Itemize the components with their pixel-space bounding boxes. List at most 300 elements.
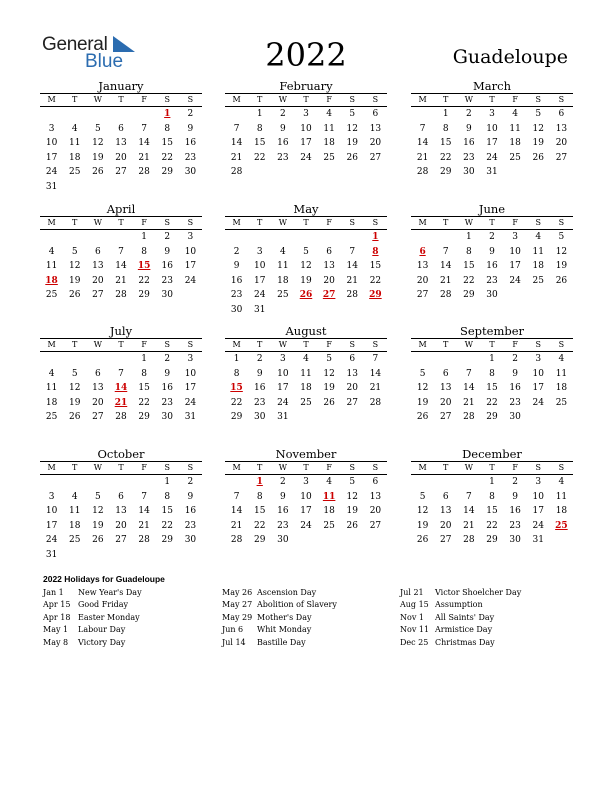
day-cell: 1 [465,232,472,242]
day-cell: 16 [277,138,289,148]
day-cell: 5 [558,232,565,242]
day-cell: 22 [230,397,243,408]
day-cell: 5 [326,354,332,364]
day-cell: 31 [277,412,289,422]
day-cell: 4 [303,354,309,364]
brand-general-text: General [42,34,108,55]
day-cell: 5 [349,477,356,487]
day-cell: 9 [512,368,518,379]
day-cell: 21 [369,383,382,393]
day-cell: 29 [486,412,498,422]
day-cell: 19 [92,152,104,163]
weekday-label: T [303,218,309,227]
day-cell: 16 [463,138,475,148]
day-cell: 17 [532,506,544,516]
weekday-label: W [93,463,102,472]
empty-cell [411,107,434,122]
calendar-year: 2022 [265,36,347,74]
day-cell: 26 [68,412,81,422]
day-cell: 20 [92,397,104,408]
holiday-entry [400,599,521,611]
empty-cell [86,475,109,490]
weekday-label: T [72,463,78,472]
day-cell: 17 [45,520,58,531]
holiday-name: Victor Shoelcher Day [435,588,522,597]
day-cell: 11 [532,246,544,257]
day-cell: 27 [92,290,104,300]
empty-cell [86,230,109,245]
day-cell: 18 [300,383,312,393]
day-cell: 30 [184,535,197,545]
day-cell: 7 [118,368,124,379]
day-cell: 2 [164,354,171,364]
day-cell: 9 [256,368,263,379]
day-cell: 6 [442,491,449,502]
weekday-header [225,338,387,352]
day-cell: 15 [463,261,475,271]
holiday-date: Apr 15 [43,600,71,610]
day-cell: 16 [161,383,173,393]
day-cell: 25 [68,535,81,545]
day-cell: 1 [141,354,147,364]
day-cell: 24 [253,290,266,300]
month-may [225,202,387,317]
day-cell: 19 [532,138,544,148]
day-cell: 1 [141,232,147,242]
day-cell: 21 [346,275,358,286]
day-cell: 13 [92,383,104,393]
day-cell: 16 [253,383,266,393]
weekday-label: S [372,463,379,472]
holiday-day-cell: 29 [369,290,382,300]
day-cell: 21 [463,397,475,408]
day-cell: 14 [463,383,475,393]
day-cell: 22 [439,152,452,163]
day-cell: 23 [161,275,173,286]
weekday-label: S [349,218,356,227]
day-cell: 14 [138,506,150,516]
empty-cell [86,107,109,122]
month-title: December [462,447,522,461]
weekday-label: W [93,95,102,104]
day-cell: 11 [45,261,58,271]
empty-cell [341,230,364,245]
weekday-label: M [418,463,427,472]
day-cell: 28 [416,167,429,177]
weekday-label: W [278,340,287,349]
weekday-label: T [303,463,309,472]
weekday-label: F [326,218,332,227]
weekday-label: S [164,218,171,227]
holiday-name: Bastille Day [257,637,306,647]
day-cell: 31 [184,412,197,422]
day-cell: 22 [253,152,266,163]
weekday-label: S [349,463,356,472]
day-cell: 22 [486,397,498,408]
day-cell: 18 [555,383,568,393]
day-cell: 8 [141,368,147,379]
weekday-label: S [187,218,194,227]
day-cell: 14 [439,261,452,271]
holiday-name: Assumption [435,600,483,610]
day-grid [40,107,202,194]
day-cell: 7 [141,491,147,502]
day-cell: 6 [442,368,449,379]
day-cell: 24 [532,397,544,408]
day-cell: 16 [184,138,197,148]
day-cell: 12 [323,368,335,379]
day-cell: 8 [164,491,171,502]
empty-cell [133,475,156,490]
day-cell: 4 [48,246,55,257]
day-cell: 5 [71,368,78,379]
day-cell: 12 [346,491,358,502]
day-cell: 21 [230,520,243,531]
day-cell: 3 [48,491,55,502]
day-cell: 22 [138,397,150,408]
day-cell: 12 [416,383,429,393]
day-cell: 18 [68,152,81,163]
holiday-name: New Year's Day [78,588,142,597]
holiday-entry [43,587,142,599]
holiday-entry [222,612,337,624]
day-cell: 2 [187,109,194,119]
weekday-header [225,461,387,475]
day-cell: 20 [346,383,358,393]
weekday-label: W [278,218,287,227]
month-title: August [285,324,327,338]
empty-cell [109,475,132,490]
day-cell: 13 [439,383,452,393]
day-cell: 7 [372,354,379,364]
month-march [411,79,573,180]
day-cell: 16 [184,506,197,516]
day-cell: 17 [486,138,498,148]
day-cell: 3 [535,354,542,364]
day-cell: 27 [369,520,382,531]
day-cell: 8 [256,491,263,502]
day-cell: 7 [465,368,472,379]
day-cell: 26 [532,152,544,163]
day-cell: 15 [253,138,266,148]
day-cell: 6 [326,246,332,257]
day-cell: 10 [253,261,266,271]
month-title: April [106,202,136,216]
day-cell: 28 [463,412,475,422]
empty-cell [109,107,132,122]
day-cell: 9 [512,491,518,502]
day-cell: 4 [71,491,78,502]
day-cell: 23 [277,520,289,531]
day-cell: 11 [300,368,312,379]
holiday-date: May 29 [222,612,253,622]
day-cell: 23 [184,520,197,531]
day-cell: 24 [45,167,58,177]
day-cell: 24 [184,397,197,408]
day-cell: 28 [439,290,452,300]
day-cell: 15 [161,506,173,516]
empty-cell [294,230,317,245]
day-grid [225,352,387,425]
weekday-label: F [512,463,518,472]
day-cell: 13 [115,138,127,148]
day-cell: 28 [138,535,150,545]
weekday-label: S [164,340,171,349]
day-cell: 8 [465,246,472,257]
day-cell: 31 [253,304,266,315]
weekday-label: T [257,95,263,104]
day-cell: 11 [68,138,81,148]
day-cell: 10 [45,506,58,516]
day-cell: 21 [138,152,150,163]
weekday-label: S [535,218,542,227]
day-cell: 24 [300,152,312,163]
day-cell: 15 [138,383,150,393]
day-cell: 5 [419,491,426,502]
day-cell: 9 [465,123,472,134]
holiday-column [43,587,142,649]
day-cell: 5 [349,109,356,119]
day-cell: 19 [300,275,312,286]
day-cell: 7 [419,123,426,134]
day-cell: 6 [118,123,124,134]
day-cell: 3 [489,109,495,119]
holiday-name: Whit Monday [257,625,312,635]
day-cell: 30 [184,167,197,177]
day-cell: 30 [253,412,266,422]
day-cell: 4 [48,368,55,379]
day-cell: 3 [187,354,194,364]
day-cell: 20 [439,520,452,531]
empty-cell [109,230,132,245]
day-cell: 2 [256,354,263,364]
weekday-label: W [464,95,473,104]
holiday-day-cell: 1 [164,109,171,119]
empty-cell [40,230,63,245]
day-cell: 7 [141,123,147,134]
day-cell: 9 [164,368,171,379]
day-cell: 13 [369,491,382,502]
day-cell: 7 [465,491,472,502]
day-cell: 17 [184,261,197,271]
empty-cell [411,352,434,367]
month-june [411,202,573,303]
day-cell: 7 [233,123,240,134]
day-cell: 7 [118,246,124,257]
holiday-day-cell: 15 [137,261,151,271]
day-cell: 13 [115,506,127,516]
weekday-label: W [278,95,287,104]
day-cell: 4 [279,246,286,257]
holiday-date: Jun 6 [222,625,244,635]
empty-cell [40,475,63,490]
day-cell: 13 [416,261,429,271]
day-cell: 9 [279,491,286,502]
day-cell: 30 [509,412,521,422]
weekday-label: T [443,95,449,104]
weekday-label: S [535,463,542,472]
weekday-label: S [535,95,542,104]
weekday-label: S [558,218,565,227]
empty-cell [109,352,132,367]
day-cell: 29 [439,167,452,177]
day-cell: 17 [277,383,289,393]
day-cell: 31 [45,549,58,560]
day-cell: 20 [439,397,452,408]
day-cell: 3 [303,109,309,119]
day-cell: 12 [68,261,81,271]
day-cell: 9 [233,261,240,271]
day-cell: 10 [486,123,498,134]
day-cell: 23 [253,397,266,408]
day-grid [40,352,202,425]
empty-cell [434,475,457,490]
day-cell: 17 [300,138,312,148]
empty-cell [225,107,248,122]
holiday-day-cell: 18 [45,275,58,286]
day-grid [411,230,573,303]
day-cell: 16 [161,261,173,271]
day-cell: 2 [465,109,472,119]
day-cell: 8 [141,246,147,257]
month-january [40,79,202,194]
day-cell: 10 [184,246,197,257]
holiday-name: Abolition of Slavery [257,600,337,610]
day-cell: 17 [300,506,312,516]
day-cell: 21 [230,152,243,163]
day-cell: 27 [439,412,452,422]
holiday-name: Mother's Day [257,612,312,622]
day-cell: 16 [509,506,521,516]
day-cell: 9 [187,491,194,502]
day-cell: 8 [256,123,263,134]
weekday-label: F [326,95,332,104]
day-cell: 24 [45,535,58,545]
day-cell: 20 [369,138,382,148]
empty-cell [248,230,271,245]
day-cell: 19 [323,383,335,393]
weekday-label: T [489,463,495,472]
day-cell: 6 [94,246,101,257]
weekday-label: W [464,218,473,227]
weekday-label: W [464,340,473,349]
day-cell: 20 [369,506,382,516]
day-cell: 21 [138,520,150,531]
holiday-entry [400,587,521,599]
day-cell: 25 [323,520,335,531]
holidays-title: 2022 Holidays for Guadeloupe [43,574,165,584]
day-cell: 1 [164,477,171,487]
day-cell: 29 [253,535,266,545]
day-cell: 4 [512,109,518,119]
day-cell: 10 [532,368,544,379]
day-cell: 18 [68,520,81,531]
holiday-name: Armistice Day [435,625,493,635]
month-title: July [109,324,133,338]
weekday-label: M [232,340,241,349]
day-cell: 5 [535,109,542,119]
day-cell: 13 [92,261,104,271]
day-cell: 27 [369,152,382,163]
holiday-day-cell: 6 [419,246,426,257]
day-cell: 24 [532,520,544,531]
day-cell: 3 [512,232,518,242]
day-cell: 15 [486,506,498,516]
empty-cell [63,475,86,490]
empty-cell [411,475,434,490]
day-cell: 6 [372,477,379,487]
holiday-day-cell: 8 [372,246,379,257]
month-title: September [459,324,525,338]
day-cell: 23 [277,152,289,163]
weekday-label: T [443,218,449,227]
weekday-label: S [372,95,379,104]
holiday-day-cell: 1 [256,477,263,487]
month-title: January [98,79,144,93]
day-cell: 22 [463,275,475,286]
day-cell: 23 [161,397,173,408]
weekday-label: S [349,340,356,349]
weekday-label: T [72,218,78,227]
day-grid [40,230,202,303]
day-cell: 13 [439,506,452,516]
day-cell: 3 [48,123,55,134]
weekday-label: M [232,95,241,104]
day-cell: 26 [92,167,104,177]
month-august [225,324,387,425]
empty-cell [63,107,86,122]
day-cell: 3 [535,477,542,487]
day-cell: 25 [555,397,568,408]
weekday-label: T [72,340,78,349]
weekday-header [40,93,202,107]
day-cell: 21 [439,275,452,286]
weekday-label: S [349,95,356,104]
day-cell: 30 [509,535,521,545]
holiday-column [400,587,521,649]
day-cell: 3 [256,246,263,257]
day-cell: 31 [532,535,544,545]
weekday-label: S [164,95,171,104]
day-cell: 22 [161,152,173,163]
day-cell: 14 [230,138,243,148]
day-grid [225,475,387,548]
day-cell: 4 [558,354,565,364]
day-cell: 14 [369,368,382,379]
holiday-date: Aug 15 [400,600,429,610]
month-july [40,324,202,425]
holiday-entry [43,612,142,624]
day-cell: 14 [416,138,429,148]
day-cell: 10 [509,246,521,257]
holiday-date: May 26 [222,588,253,597]
day-cell: 22 [161,520,173,531]
day-cell: 2 [489,232,495,242]
holiday-name: Ascension Day [257,588,317,597]
day-cell: 25 [532,275,544,286]
month-title: May [293,202,319,216]
day-cell: 17 [509,261,521,271]
day-cell: 23 [509,520,521,531]
holiday-entry [43,599,142,611]
weekday-label: M [418,95,427,104]
day-cell: 11 [555,368,568,379]
day-cell: 2 [164,232,171,242]
weekday-label: F [141,95,147,104]
empty-cell [40,107,63,122]
weekday-header [225,93,387,107]
empty-cell [457,475,480,490]
